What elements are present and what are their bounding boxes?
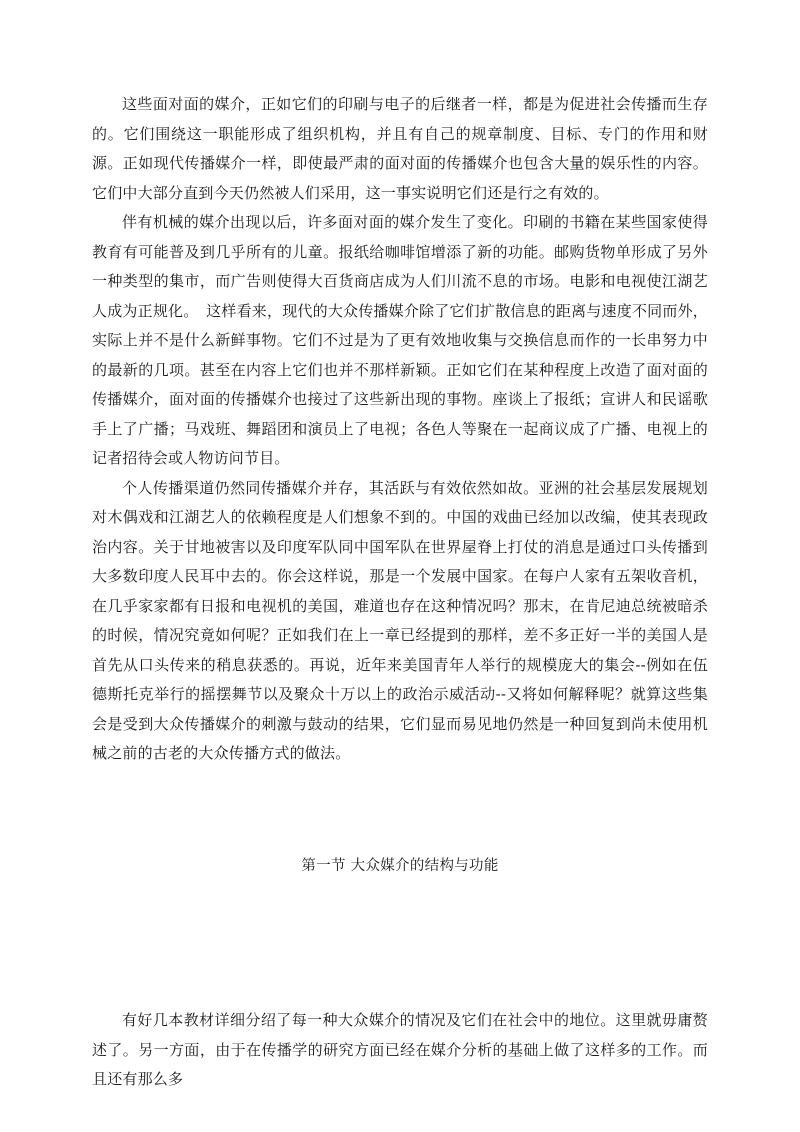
paragraph-textbooks: 有好几本教材详细分绍了每一种大众媒介的情况及它们在社会中的地位。这里就毋庸赘述了。另一方面，由于在传播学的研究方面已经在媒介分析的基础上做了这样多的工作。而且还有那么多 [92, 1011, 708, 1088]
paragraph-mechanical-media: 伴有机械的媒介出现以后，许多面对面的媒介发生了变化。印刷的书籍在某些国家使得教育有可能普及到几乎所有的儿童。报纸给咖啡馆增添了新的功能。邮购货物单形成了另外一种类型的集市，而广告则使得大百货商店成为人们川流不息的市场。电影和电视使江湖艺人成为正规化。 这样看来，现代的大众传播媒介除了它们扩散信息的距离与速度不同而外，实际上并不是什么新鲜事物。它们不过是为了更有效地收集与交换信息而作的一长串努力中的最新的几项。甚至在内容上它们也并不那样新颖。正如它们在某种程度上改造了面对面的传播媒介，面对面的传播媒介也接过了这些新出现的事物。座谈上了报纸；宣讲人和民谣歌手上了广播；马戏班、舞蹈团和演员上了电视；各色人等聚在一起商议成了广播、电视上的记者招待会或人物访问节目。 [92, 213, 708, 467]
body-text-block [92, 90, 708, 769]
body-text-block-continued [92, 1006, 708, 1095]
section-heading: 第一节 大众媒介的结构与功能 [301, 858, 499, 874]
paragraph-personal-channels: 个人传播渠道仍然同传播媒介并存，其活跃与有效依然如故。亚洲的社会基层发展规划对木偶戏和江湖艺人的依赖程度是人们想象不到的。中国的戏曲已经加以改编，使其表现政治内容。关于甘地被害以及印度军队同中国军队在世界屋脊上打仗的消息是通过口头传播到大多数印度人民耳中去的。你会这样说，那是一个发展中国家。在每户人家有五架收音机，在几乎家家都有日报和电视机的美国，难道也存在这种情况吗？那末，在肯尼迪总统被暗杀的时候，情况究竟如何呢？正如我们在上一章已经提到的那样，差不多正好一半的美国人是首先从口头传来的稍息获悉的。再说，近年来美国青年人举行的规模庞大的集会--例如在伍德斯托克举行的摇摆舞节以及聚众十万以上的政治示威活动--又将如何解释呢？就算这些集会是受到大众传播媒介的刺激与鼓动的结果，它们显而易见地仍然是一种回复到尚未使用机械之前的古老的大众传播方式的做法。 [92, 478, 708, 762]
paragraph-face-to-face-media: 这些面对面的媒介，正如它们的印刷与电子的后继者一样，都是为促进社会传播而生存的。它们围绕这一职能形成了组织机构，并且有自己的规章制度、目标、专门的作用和财源。正如现代传播媒介一样，即使最严肃的面对面的传播媒介也包含大量的娱乐性的内容。它们中大部分直到今天仍然被人们采用，这一事实说明它们还是行之有效的。 [92, 95, 708, 202]
